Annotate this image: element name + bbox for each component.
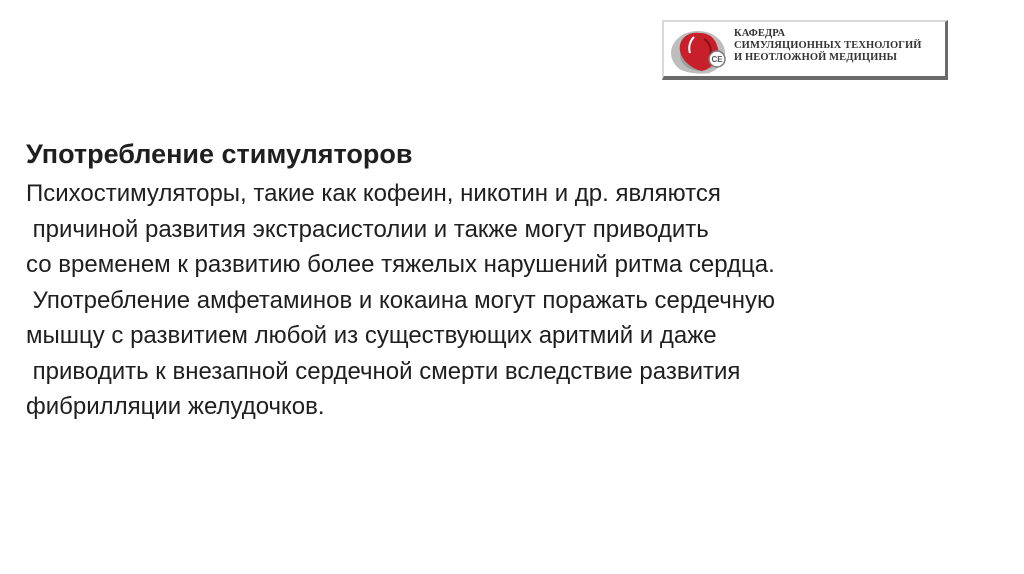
heart-emblem-icon (670, 25, 732, 77)
slide-heading: Употребление стимуляторов (26, 139, 413, 169)
paragraph-line: мышцу с развитием любой из существующих аритмий и даже (26, 322, 717, 349)
paragraph-line: со временем к развитию более тяжелых нарушений ритма сердца. (26, 251, 775, 278)
slide-paragraph (26, 176, 996, 425)
paragraph-line: приводить к внезапной сердечной смерти вследствие развития (26, 357, 741, 385)
logo-line-3: И НЕОТЛОЖНОЙ МЕДИЦИНЫ (734, 52, 898, 63)
paragraph-line: фибрилляции желудочков. (26, 393, 325, 420)
svg-text:СЕ: СЕ (711, 55, 723, 64)
logo-line-2: СИМУЛЯЦИОННЫХ ТЕХНОЛОГИЙ (734, 40, 922, 51)
paragraph-line: Употребление амфетаминов и кокаина могут поражать сердечную (26, 286, 775, 314)
logo-text (734, 28, 944, 64)
paragraph-line: причиной развития экстрасистолии и также могут приводить (26, 215, 709, 243)
slide-content (26, 138, 996, 425)
department-logo (662, 20, 948, 80)
paragraph-line: Психостимуляторы, такие как кофеин, никотин и др. являются (26, 180, 721, 207)
logo-line-1: КАФЕДРА (734, 28, 786, 39)
